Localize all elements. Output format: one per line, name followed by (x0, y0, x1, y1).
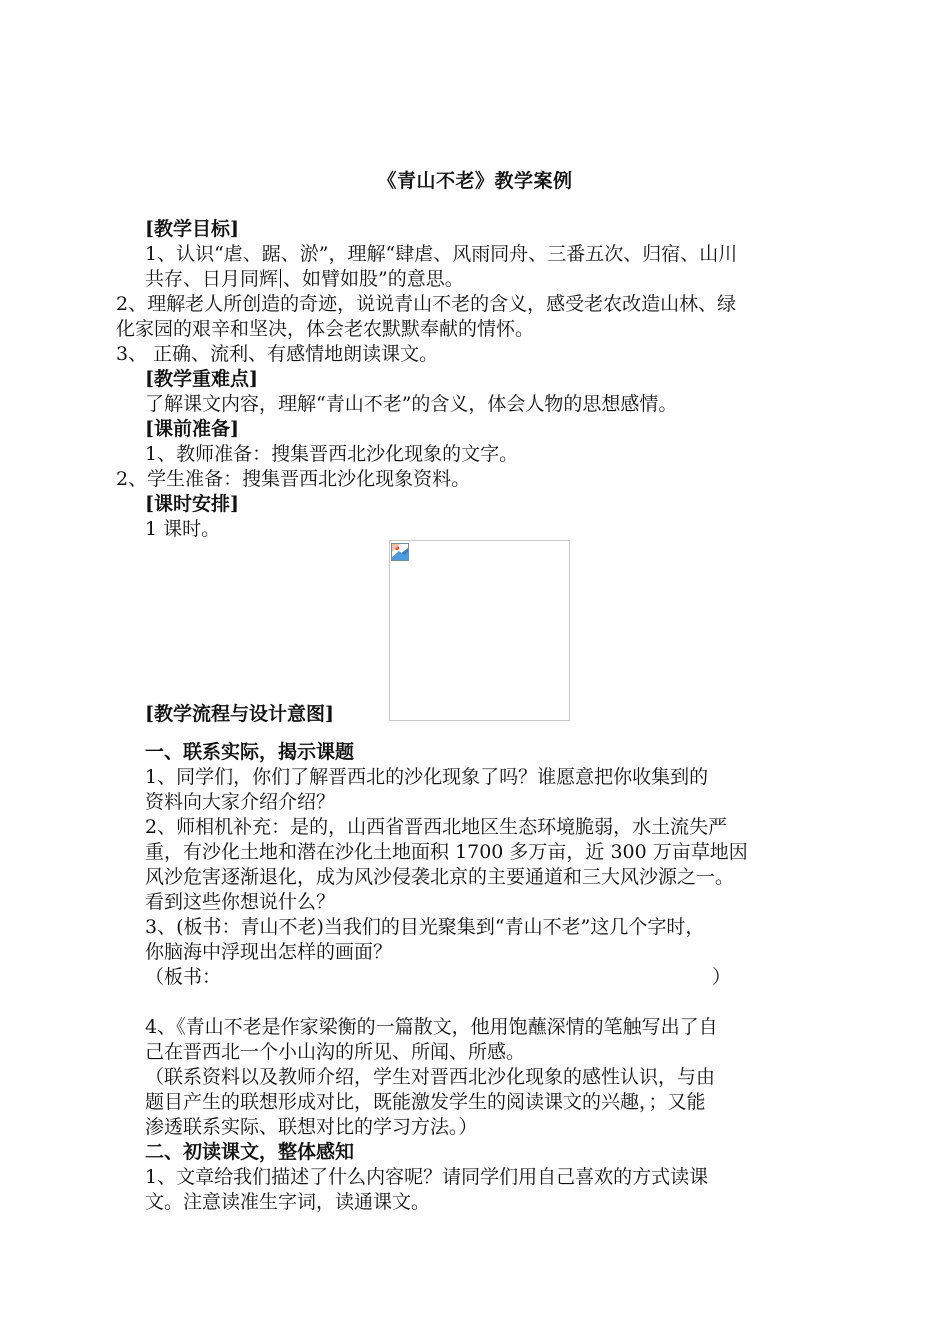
p1-item-1-line-2: 资料向大家介绍介绍？ (145, 791, 336, 813)
design-note-line-1: （联系资料以及教师介绍，学生对晋西北沙化现象的感性认识，与由 (145, 1066, 716, 1088)
goal-3: 3、 正确、流利、有感情地朗读课文。 (116, 343, 439, 365)
key-points-text: 了解课文内容，理解“青山不老”的含义，体会人物的思想感情。 (145, 393, 678, 415)
goal-1-line-2 (145, 267, 464, 292)
prep-teacher: 1、教师准备：搜集晋西北沙化现象的文字。 (145, 443, 519, 465)
goal-2-line-2: 化家园的艰辛和坚决，体会老农默默奉献的情怀。 (116, 318, 535, 340)
prep-student: 2、学生准备：搜集晋西北沙化现象资料。 (116, 468, 471, 490)
section-heading-preparation: [课前准备] (145, 418, 239, 440)
text-cursor (280, 269, 281, 288)
broken-image-icon (391, 543, 409, 561)
section-heading-flow: [教学流程与设计意图] (145, 703, 334, 725)
p2-item-1-line-2: 文。注意读准生字词，读通课文。 (145, 1191, 431, 1213)
p1-item-4-line-1: 4、《青山不老是作家梁衡的一篇散文，他用饱蘸深情的笔触写出了自 (145, 1016, 718, 1038)
p1-item-2-line-2: 重，有沙化土地和潜在沙化土地面积 1700 多万亩，近 300 万亩草地因 (145, 841, 748, 863)
schedule-text: 1 课时。 (145, 518, 221, 540)
p1-item-1-line-1: 1、同学们，你们了解晋西北的沙化现象了吗？谁愿意把你收集到的 (145, 766, 709, 788)
goal-1-line-1: 1、认识“虐、踞、淤”，理解“肆虐、风雨同舟、三番五次、归宿、山川 (145, 243, 738, 265)
p1-item-3-line-1: 3、(板书：青山不老)当我们的目光聚集到“青山不老”这几个字时， (145, 916, 705, 938)
section-heading-key-points: [教学重难点] (145, 368, 258, 390)
part-1-heading: 一、联系实际，揭示课题 (145, 741, 355, 763)
document-title: 《青山不老》教学案例 (377, 170, 573, 192)
p2-item-1-line-1: 1、文章给我们描述了什么内容呢？请同学们用自己喜欢的方式读课 (145, 1166, 709, 1188)
section-heading-schedule: [课时安排] (145, 493, 239, 515)
design-note-line-2: 题目产生的联想形成对比，既能激发学生的阅读课文的兴趣，；又能 (145, 1091, 706, 1113)
part-2-heading: 二、初读课文，整体感知 (145, 1141, 355, 1163)
p1-item-4-line-2: 己在晋西北一个小山沟的所见、所闻、所感。 (145, 1041, 526, 1063)
board-open: （板书： (145, 966, 222, 988)
image-placeholder (389, 540, 570, 721)
goal-1-line-2a: 共存、日月同辉 (145, 268, 279, 290)
p1-item-3-line-2: 你脑海中浮现出怎样的画面？ (145, 941, 393, 963)
goal-2-line-1: 2、理解老人所创造的奇迹，说说青山不老的含义，感受老农改造山林、绿 (116, 293, 737, 315)
p1-item-2-line-4: 看到这些你想说什么？ (145, 891, 336, 913)
design-note-line-3: 渗透联系实际、联想对比的学习方法。） (145, 1116, 478, 1138)
p1-item-2-line-3: 风沙危害逐渐退化，成为风沙侵袭北京的主要通道和三大风沙源之一。 (145, 866, 735, 888)
section-heading-goals: [教学目标] (145, 218, 239, 240)
board-close: ） (712, 966, 732, 988)
goal-1-line-2b: 、如臂如股”的意思。 (283, 268, 464, 290)
p1-item-2-line-1: 2、师相机补充：是的，山西省晋西北地区生态环境脆弱，水土流失严 (145, 816, 728, 838)
